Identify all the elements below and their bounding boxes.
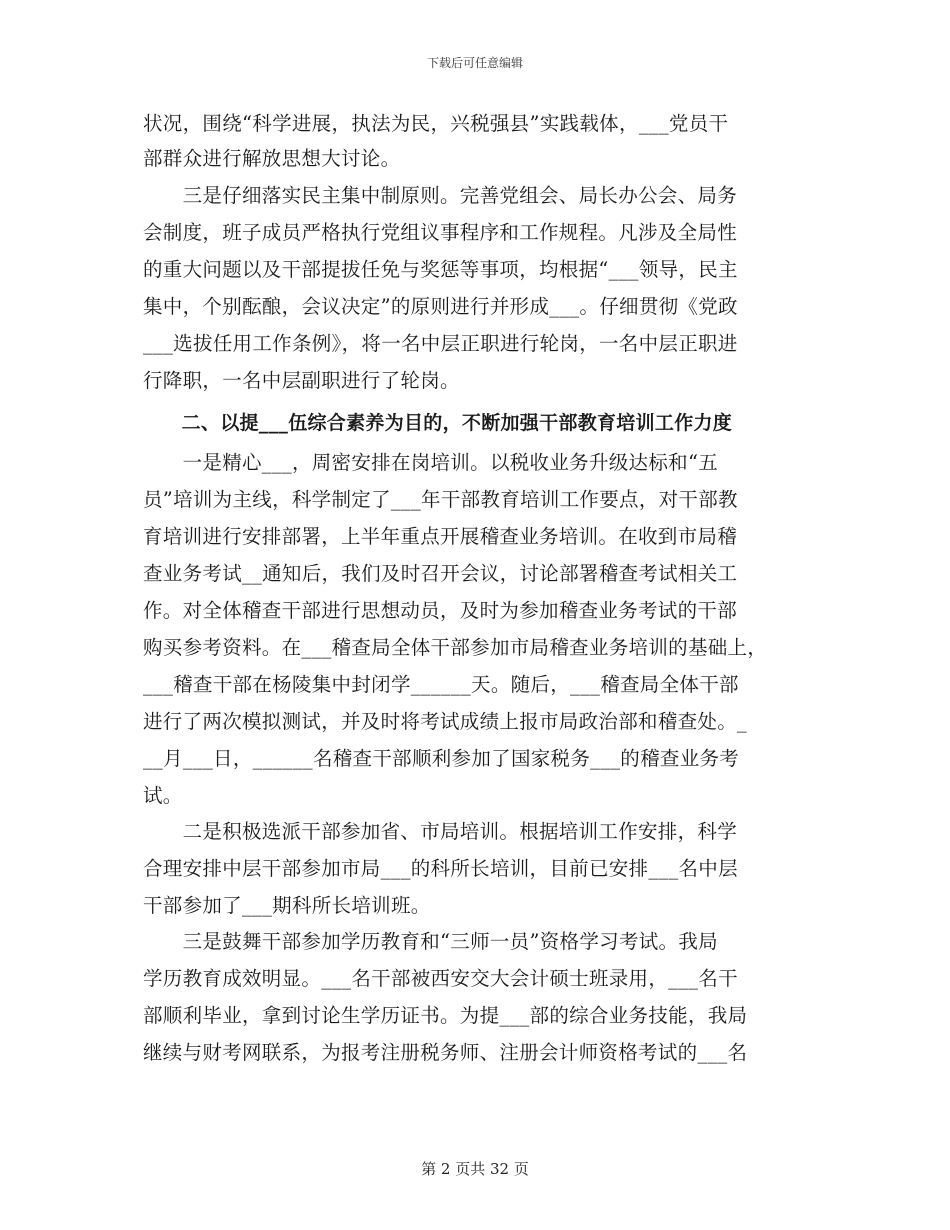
text-line: 学历教育成效明显。___名干部被西安交大会计硕士班录用，___名干	[143, 967, 738, 990]
text-line: ___稽查干部在杨陵集中封闭学______天。随后，___稽查局全体干部	[143, 673, 739, 696]
text-line: 查业务考试__通知后，我们及时召开会议，讨论部署稽查考试相关工	[143, 562, 738, 585]
text-line: 三是鼓舞干部参加学历教育和“三师一员”资格学习考试。我局	[143, 930, 718, 953]
text-line: 合理安排中层干部参加市局___的科所长培训，目前已安排___名中层	[143, 857, 738, 880]
text-line: 购买参考资料。在___稽查局全体干部参加市局稽查业务培训的基础上，	[143, 636, 768, 659]
text-line: 行降职，一名中层副职进行了轮岗。	[143, 369, 460, 392]
text-line: 的重大问题以及干部提拔任免与奖惩等事项，均根据“___领导，民主	[143, 258, 738, 281]
text-line: 状况，围绕“科学进展，执法为民，兴税强县”实践载体，___党员干	[143, 112, 729, 135]
text-line: 集中，个别酝酿，会议决定”的原则进行并形成___。仔细贯彻《党政	[143, 295, 738, 318]
text-line: 部顺利毕业，拿到讨论生学历证书。为提___部的综合业务技能，我局	[143, 1004, 748, 1027]
text-line: 员”培训为主线，科学制定了___年干部教育培训工作要点，对干部教	[143, 488, 738, 511]
text-line: 作。对全体稽查干部进行思想动员，及时为参加稽查业务考试的干部	[143, 599, 738, 622]
text-line: 部群众进行解放思想大讨论。	[143, 147, 401, 170]
text-line: 进行了两次模拟测试，并及时将考试成绩上报市局政治部和稽查处。_	[143, 710, 748, 733]
text-line: __月___日，______名稽查干部顺利参加了国家税务___的稽查业务考	[143, 747, 740, 770]
text-line: ___选拔任用工作条例》，将一名中层正职进行轮岗，一名中层正职进	[143, 332, 738, 355]
text-line: 试。	[143, 784, 183, 807]
text-line: 二是积极选派干部参加省、市局培训。根据培训工作安排，科学	[143, 820, 738, 843]
text-line: 干部参加了___期科所长培训班。	[143, 894, 431, 917]
page-header: 下载后可任意编辑	[426, 56, 523, 70]
section-heading: 二、以提___伍综合素养为目的，不断加强干部教育培训工作力度	[143, 412, 733, 434]
text-line: 三是仔细落实民主集中制原则。完善党组会、局长办公会、局务	[143, 184, 738, 207]
text-line: 一是精心___，周密安排在岗培训。以税收业务升级达标和“五	[143, 451, 719, 474]
text-line: 育培训进行安排部署，上半年重点开展稽查业务培训。在收到市局稽	[143, 525, 738, 548]
text-line: 会制度，班子成员严格执行党组议事程序和工作规程。凡涉及全局性	[143, 221, 738, 244]
text-line: 继续与财考网联系，为报考注册税务师、注册会计师资格考试的___名	[143, 1041, 748, 1064]
page-footer: 第 2 页共 32 页	[421, 1160, 529, 1178]
